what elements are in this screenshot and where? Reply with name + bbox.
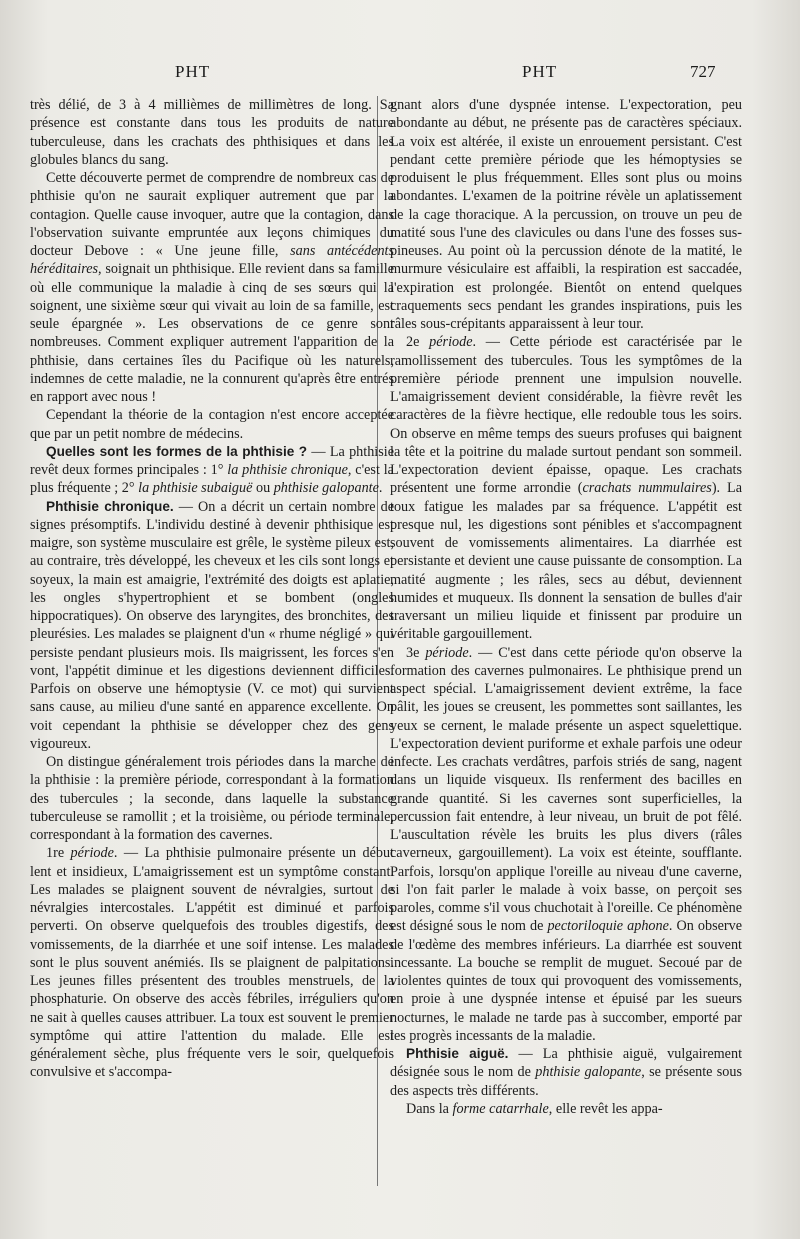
paragraph: Cette découverte permet de comprendre de nombreux cas de phthisie qu'on ne saurait expliquer autrement que par la contagion. Quelle cause invoquer, autre que la contagion, dans l'observation suivante empruntée aux leçons chimiques du docteur Debove : « Une jeune fille, sans antécédents héréditaires, soignait un phthisique. Elle revient dans sa famille où elle communique la maladie à cinq de ses sœurs qui la soignent, une sixième sœur qui vivait au loin de sa famille, est seule épargnée ». Les observations de ce genre sont nombreuses. Comment expliquer autrement l'apparition de la phthisie, dans certaines îles du Pacifique où les naturels, indemnes de cette maladie, ne la connurent qu'après être entrés en rapport avec nous ! (30, 170, 395, 405)
paragraph-forms: Quelles sont les formes de la phthisie ? — La phthisie revêt deux formes principales : 1° la phthisie chronique, c'est la plus fréquente ; 2° la phthisie subaiguë ou phthisie galopante. (30, 443, 394, 497)
running-header (0, 58, 800, 88)
paragraph: gnant alors d'une dyspnée intense. L'expectoration, peu abondante au début, ne présente pas de caractères spéciaux. La voix est altérée, il existe un enrouement persistant. C'est pendant cette première période que les hémoptysies se produisent le plus fréquemment. Elles sont plus ou moins abondantes. L'examen de la poitrine révèle un aplatissement de la cage thoracique. A la percussion, on trouve un peu de matité sous l'une des clavicules ou dans l'une des fosses sus-pineuses. Au point où la percussion dénote de la matité, le murmure vésiculaire est affaibli, la respiration est saccadée, l'expiration est prolongée. Bientôt on entend quelques craquements secs pendant les grandes inspirations, puis les râles sous-crépitants apparaissent à leur tour. (390, 97, 742, 332)
paragraph-acute: Phthisie aiguë. — La phthisie aiguë, vulgairement désignée sous le nom de phthisie galopante, se présente sous des aspects très différents. (390, 1046, 743, 1099)
paragraph-chronic: Phthisie chronique. — On a décrit un certain nombre de signes présomptifs. L'individu destiné à devenir phthisique est maigre, son système musculaire est grêle, le système pileux est, au contraire, très développé, les cheveux et les cils sont longs et soyeux, la main est amaigrie, l'extrémité des doigts est aplatie, les ongles s'hypertrophient et se bombent (ongles hippocratiques). On observe des laryngites, des bronchites, des pleurésies. Les malades se plaignent d'un « rhume négligé » qui persiste pendant plusieurs mois. Ils maigrissent, les forces s'en vont, l'appétit diminue et les digestions deviennent difficiles. Parfois on observe une hémoptysie (V. ce mot) qui survient sans cause, au milieu d'une santé en apparence excellente. On voit cependant la phthisie se développer chez des gens vigoureux. (30, 498, 394, 752)
paragraph: On distingue généralement trois périodes dans la marche de la phthisie : la première période, correspondant à la formation des tubercules ; la seconde, dans laquelle la substance tuberculeuse se ramollit ; et la troisième, ou période terminale, correspondant à la formation des cavernes. (30, 754, 394, 843)
paragraph: Dans la forme catarrhale, elle revêt les appa- (406, 1100, 663, 1117)
page-number: 727 (690, 62, 716, 81)
right-column (390, 96, 742, 1118)
paragraph: très délié, de 3 à 4 millièmes de millimètres de long. Sa présence est constante dans tous les produits de nature tuberculeuse, dans les crachats des phthisiques et dans les globules blancs du sang. (30, 97, 394, 168)
paragraph-period-2: 2e période. — Cette période est caractérisée par le ramollissement des tubercules. Tous les symptômes de la première période prennent une impulsion nouvelle. L'amaigrissement devient considérable, la fièvre revêt les caractères de la fièvre hectique, elle redouble tous les soirs. On observe en même temps des sueurs profuses qui baignent la tête et la poitrine du malade surtout pendant son sommeil. L'expectoration devient épaisse, opaque. Les crachats présentent une forme arrondie (crachats nummulaires). La toux fatigue les malades par sa fréquence. L'appétit est presque nul, les digestions sont pénibles et s'accompagnent souvent de vomissements alimentaires. La diarrhée est persistante et devient une cause puissante de consomption. La matité augmente ; les râles, secs au début, deviennent humides et muqueux. Ils donnent la sensation de bulles d'air traversant un milieu liquide et finissent par produire un véritable gargouillement. (390, 334, 743, 643)
left-column (30, 96, 394, 1082)
paragraph: Cependant la théorie de la contagion n'est encore acceptée que par un petit nombre de médecins. (30, 407, 394, 442)
section-heading: Phthisie chronique. (46, 498, 174, 514)
header-right-title: PHT (522, 62, 558, 81)
header-left-title: PHT (175, 62, 211, 81)
paragraph-period-3: 3e période. — C'est dans cette période qu'on observe la formation des cavernes pulmonaires. Le phthisique prend un aspect spécial. L'amaigrissement devient extrême, la face pâlit, les joues se creusent, les pommettes sont saillantes, les yeux se cernent, le malade présente un aspect squelettique. L'expectoration devient puriforme et exhale parfois une odeur infecte. Les crachats verdâtres, parfois striés de sang, nagent dans un liquide visqueux. Ils renferment des bacilles en grande quantité. Si les cavernes sont superficielles, la percussion fait entendre, à leur niveau, un bruit de pot fêlé. L'auscultation révèle les bruits les plus divers (râles caverneux, gargouillement). La voix est éteinte, soufflante. Parfois, lorsqu'on applique l'oreille au niveau d'une caverne, si l'on fait parler le malade à voix basse, on perçoit ses paroles, comme s'il vous chuchotait à l'oreille. Ce phénomène est désigné sous le nom de pectoriloquie aphone. On observe de l'œdème des membres inférieurs. La diarrhée est souvent incessante. La bouche se remplit de muguet. Secoué par de violentes quintes de toux qui provoquent des vomissements, en proie à une dyspnée intense et épuisé par les sueurs nocturnes, le malade ne tarde pas à succomber, emporté par les progrès incessants de la maladie. (390, 644, 742, 1044)
section-heading: Quelles sont les formes de la phthisie ? (46, 443, 308, 459)
section-heading: Phthisie aiguë. (406, 1046, 509, 1061)
paragraph-period-1: 1re période. — La phthisie pulmonaire présente un début lent et insidieux, L'amaigrissement est un symptôme constant. Les malades se plaignent souvent de névralgies, surtout de névralgies intercostales. L'appétit est diminué et parfois perverti. On observe quelquefois des troubles digestifs, des vomissements, de la diarrhée et une soif intense. Les malades sont le plus souvent anémiés. Ils se plaignent de palpitations. Les jeunes filles présentent des troubles menstruels, de la phosphaturie. On observe des accès fébriles, irréguliers qu'on ne sait à quelles causes attribuer. La toux est souvent le premier symptôme qui attire l'attention du malade. Elle est généralement sèche, plus fréquente vers le soir, quelquefois convulsive et s'accompa- (30, 845, 394, 1081)
